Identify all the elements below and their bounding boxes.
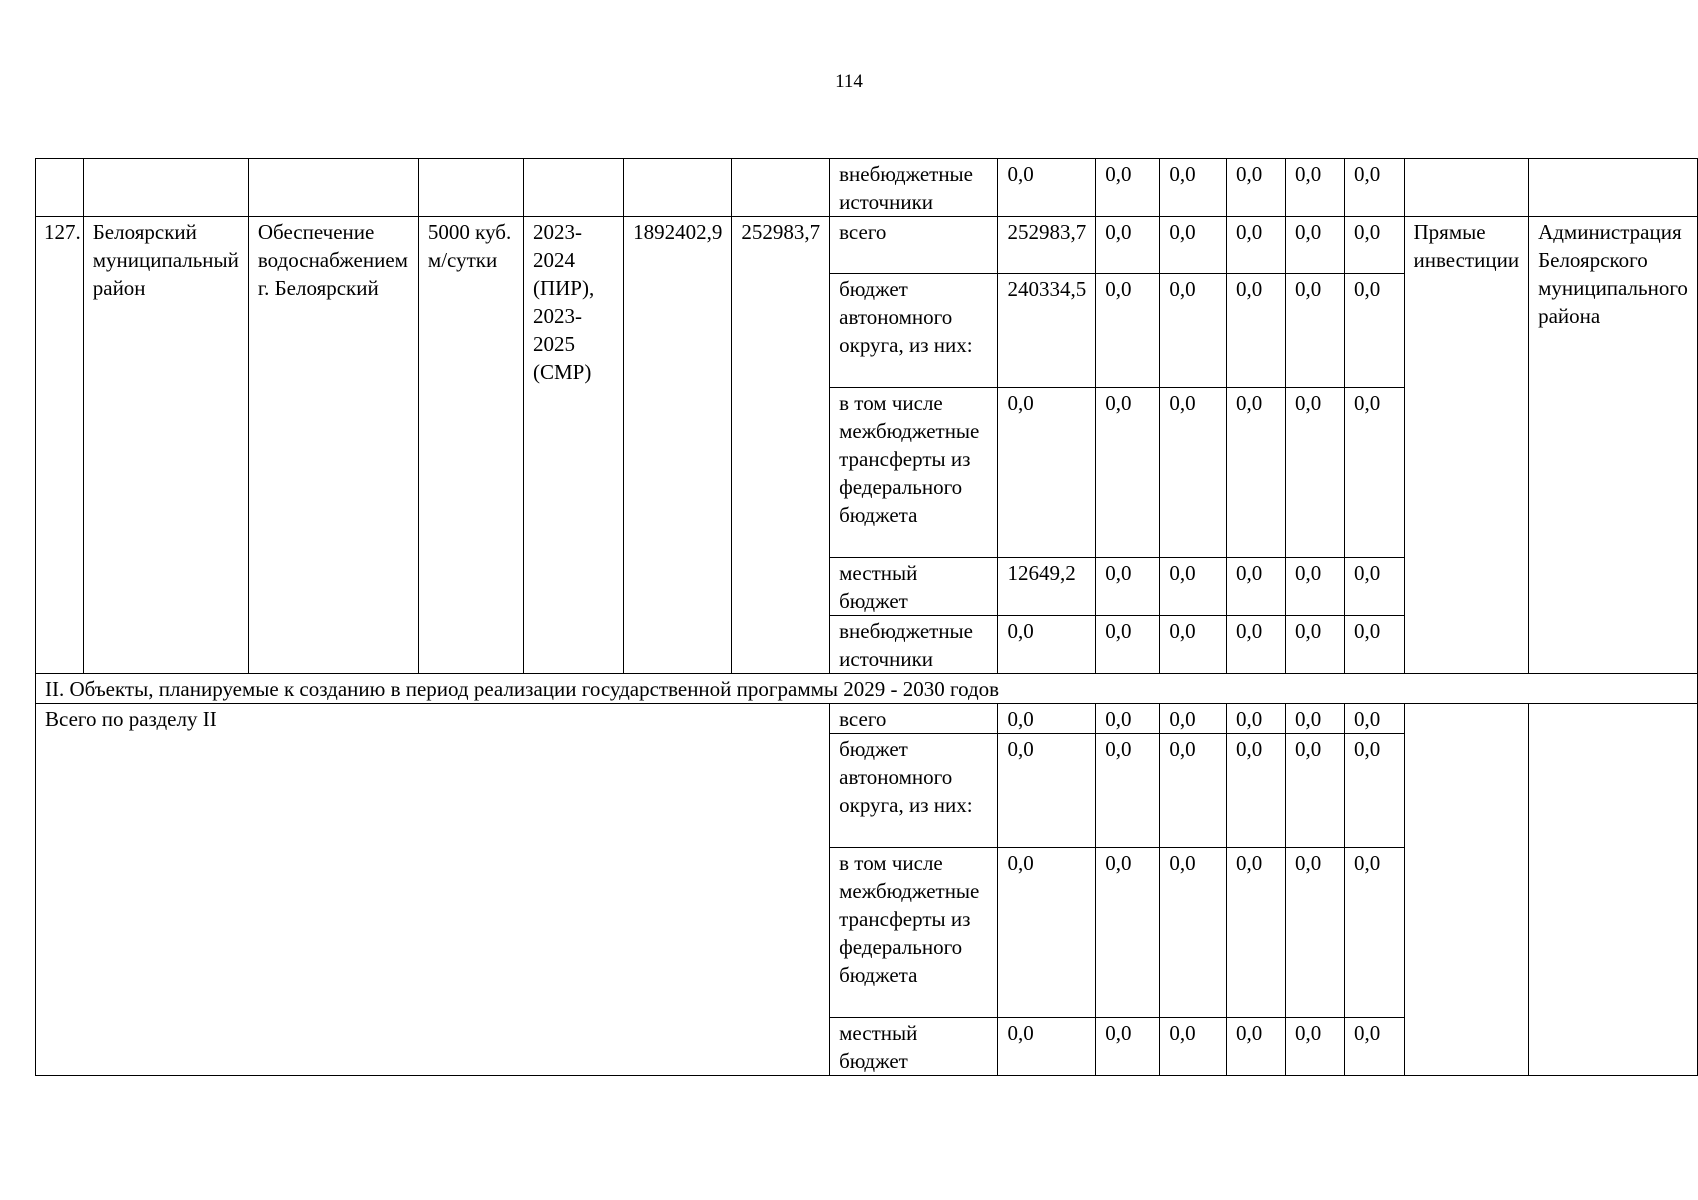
value-cell: 0,0 <box>1096 217 1160 274</box>
funding-source-cell: всего <box>830 704 998 734</box>
value-cell: 0,0 <box>1160 388 1227 558</box>
object-name-cell: Обеспечение водоснабжением г. Белоярский <box>248 217 418 674</box>
value-cell: 0,0 <box>1096 734 1160 848</box>
value-cell: 252983,7 <box>998 217 1096 274</box>
object-number-cell: 127. <box>36 217 84 674</box>
value-cell: 0,0 <box>1286 848 1345 1018</box>
section-title: II. Объекты, планируемые к созданию в период реализации государственной программы 2029 - 2030 годов <box>36 674 1698 704</box>
value-cell: 0,0 <box>1160 616 1227 674</box>
value-cell: 0,0 <box>1096 616 1160 674</box>
value-cell: 0,0 <box>1345 704 1405 734</box>
funding-source-cell: местный бюджет <box>830 1018 998 1076</box>
value-cell: 0,0 <box>1345 217 1405 274</box>
funding-source-cell: всего <box>830 217 998 274</box>
value-cell: 0,0 <box>1286 1018 1345 1076</box>
funding-source-cell: в том числе межбюджетные трансферты из федерального бюджета <box>830 388 998 558</box>
section-total-label: Всего по разделу II <box>36 704 830 1076</box>
value-cell: 0,0 <box>1096 704 1160 734</box>
value-cell: 0,0 <box>1096 159 1160 217</box>
value-cell: 0,0 <box>998 616 1096 674</box>
capacity-cell: 5000 куб. м/сутки <box>418 217 523 674</box>
value-cell: 0,0 <box>1227 848 1286 1018</box>
value-cell: 0,0 <box>1160 734 1227 848</box>
value-cell: 0,0 <box>1160 274 1227 388</box>
empty-cell <box>418 159 523 217</box>
value-cell: 12649,2 <box>998 558 1096 616</box>
value-cell: 0,0 <box>998 388 1096 558</box>
funding-source-cell: внебюджетные источники <box>830 616 998 674</box>
municipality-cell: Белоярский муниципальный район <box>83 217 248 674</box>
value-cell: 0,0 <box>1160 558 1227 616</box>
value-cell: 0,0 <box>1096 1018 1160 1076</box>
value-cell: 0,0 <box>1096 274 1160 388</box>
empty-cell <box>36 159 84 217</box>
empty-cell <box>1529 159 1698 217</box>
value-cell: 0,0 <box>1286 734 1345 848</box>
value-cell: 0,0 <box>998 734 1096 848</box>
value-cell: 0,0 <box>1286 388 1345 558</box>
table-row <box>36 217 1698 274</box>
value-cell: 0,0 <box>998 159 1096 217</box>
empty-cell <box>1404 704 1529 1076</box>
funding-source-cell: местный бюджет <box>830 558 998 616</box>
value-cell: 0,0 <box>1286 159 1345 217</box>
value-cell: 0,0 <box>1345 616 1405 674</box>
empty-cell <box>83 159 248 217</box>
empty-cell <box>732 159 830 217</box>
value-cell: 0,0 <box>1286 558 1345 616</box>
value-cell: 0,0 <box>1345 274 1405 388</box>
value-cell: 0,0 <box>1160 159 1227 217</box>
value-cell: 0,0 <box>1096 848 1160 1018</box>
value-cell: 0,0 <box>1160 217 1227 274</box>
customer-cell: Администрация Белоярского муниципального района <box>1529 217 1698 674</box>
value-cell: 0,0 <box>1227 616 1286 674</box>
value-cell: 0,0 <box>1345 734 1405 848</box>
mechanism-cell: Прямые инвестиции <box>1404 217 1529 674</box>
empty-cell <box>523 159 623 217</box>
table-row <box>36 159 1698 217</box>
empty-cell <box>1404 159 1529 217</box>
value-cell: 0,0 <box>1345 1018 1405 1076</box>
value-cell: 0,0 <box>1286 616 1345 674</box>
empty-cell <box>1529 704 1698 1076</box>
investment-objects-table <box>35 158 1698 1076</box>
empty-cell <box>248 159 418 217</box>
funding-source-cell: бюджет автономного округа, из них: <box>830 734 998 848</box>
value-cell: 0,0 <box>1227 388 1286 558</box>
section-header-row <box>36 674 1698 704</box>
value-cell: 0,0 <box>1227 1018 1286 1076</box>
funding-source-cell: внебюджетные источники <box>830 159 998 217</box>
value-cell: 0,0 <box>998 848 1096 1018</box>
value-cell: 0,0 <box>998 1018 1096 1076</box>
value-cell: 0,0 <box>1345 848 1405 1018</box>
table-body <box>36 159 1698 1076</box>
value-cell: 0,0 <box>1227 217 1286 274</box>
value-cell: 0,0 <box>1160 848 1227 1018</box>
value-cell: 0,0 <box>1227 704 1286 734</box>
value-cell: 0,0 <box>1227 558 1286 616</box>
value-cell: 240334,5 <box>998 274 1096 388</box>
value-cell: 0,0 <box>1096 558 1160 616</box>
value-cell: 0,0 <box>1286 704 1345 734</box>
value-cell: 0,0 <box>1160 704 1227 734</box>
value-cell: 0,0 <box>1286 274 1345 388</box>
page-number: 114 <box>835 71 863 92</box>
value-cell: 0,0 <box>1227 274 1286 388</box>
estimated-cost-cell: 1892402,9 <box>624 217 732 674</box>
value-cell: 0,0 <box>1345 388 1405 558</box>
period-cell: 2023-2024 (ПИР), 2023-2025 (СМР) <box>523 217 623 674</box>
value-cell: 0,0 <box>998 704 1096 734</box>
value-cell: 0,0 <box>1096 388 1160 558</box>
remaining-cost-cell: 252983,7 <box>732 217 830 674</box>
empty-cell <box>624 159 732 217</box>
value-cell: 0,0 <box>1227 734 1286 848</box>
value-cell: 0,0 <box>1286 217 1345 274</box>
value-cell: 0,0 <box>1345 558 1405 616</box>
value-cell: 0,0 <box>1160 1018 1227 1076</box>
funding-source-cell: бюджет автономного округа, из них: <box>830 274 998 388</box>
value-cell: 0,0 <box>1227 159 1286 217</box>
table-row <box>36 704 1698 734</box>
funding-source-cell: в том числе межбюджетные трансферты из федерального бюджета <box>830 848 998 1018</box>
value-cell: 0,0 <box>1345 159 1405 217</box>
